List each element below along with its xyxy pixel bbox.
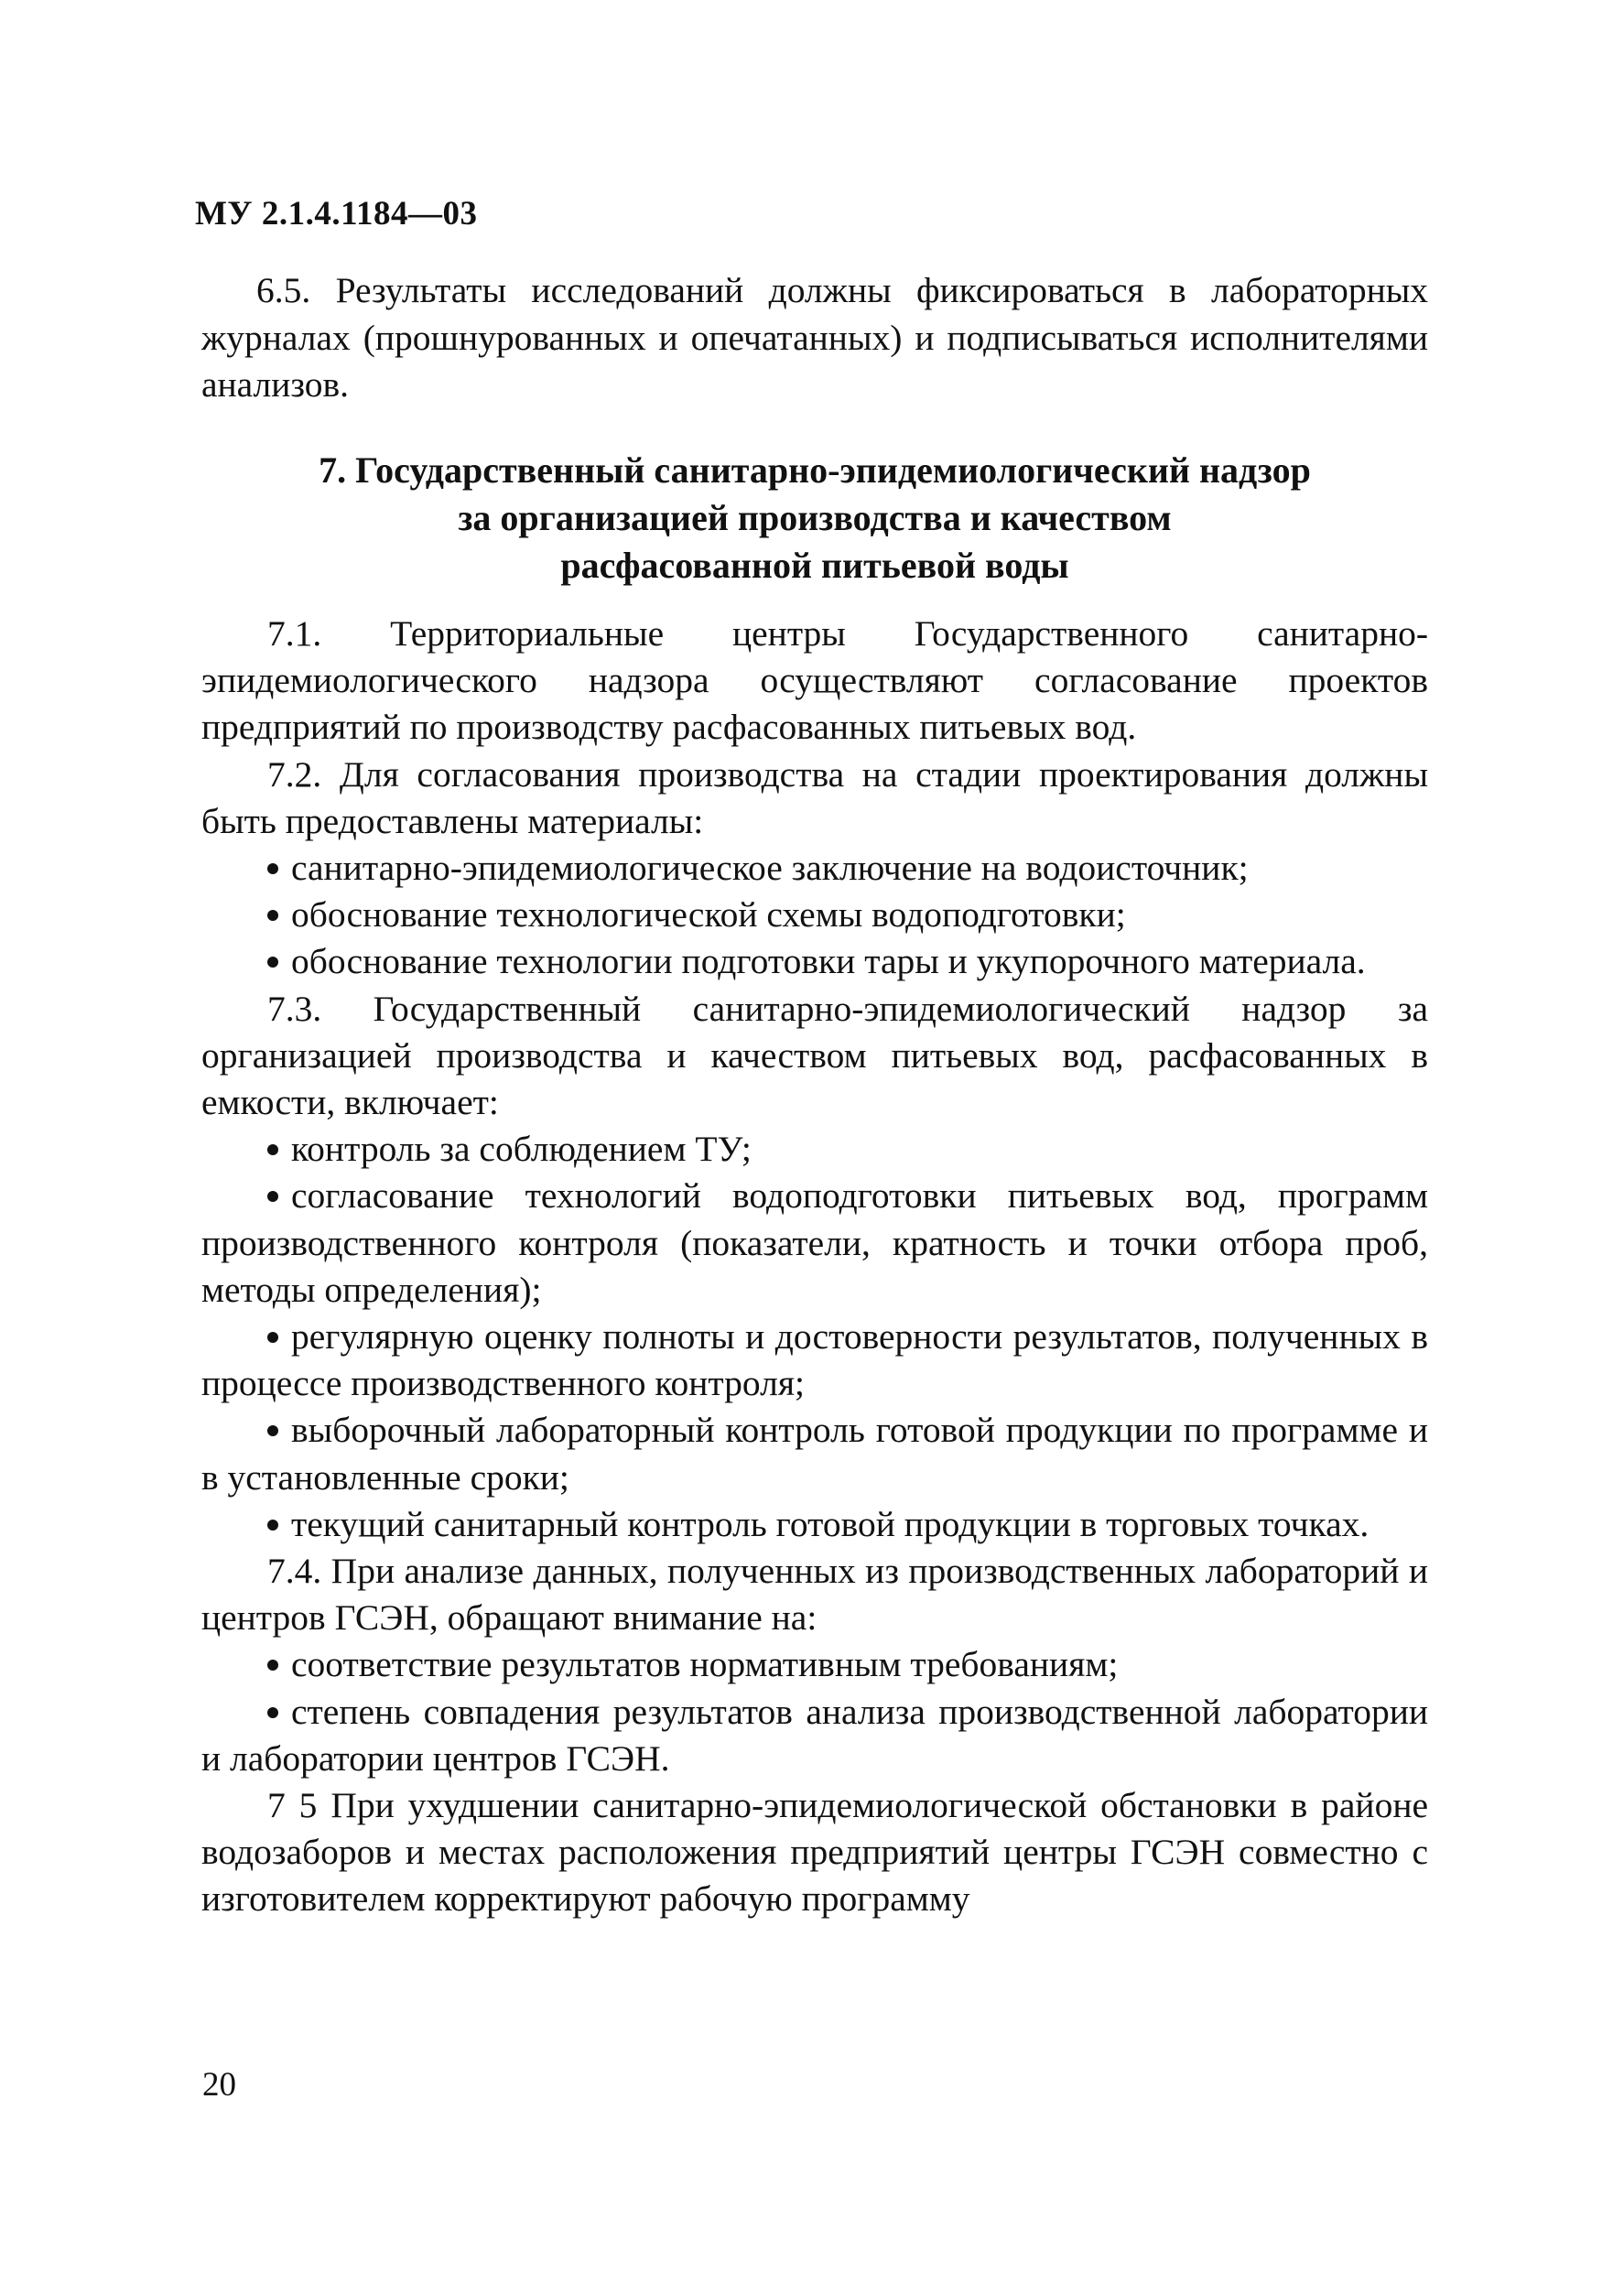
list-item bbox=[201, 1689, 1428, 1782]
list-item-text: обоснование технологической схемы водоподготовки; bbox=[291, 894, 1126, 936]
list-item bbox=[201, 1407, 1428, 1500]
bullet-icon bbox=[267, 1660, 278, 1671]
paragraph-7-5: 7 5 При ухудшении санитарно-эпидемиологической обстановки в районе водозаборов и местах расположения предприятий центры ГСЭН совместно с изготовителем корректируют рабочую программу bbox=[201, 1785, 1428, 1920]
list-item-text: выборочный лабораторный контроль готовой продукции по программе и в установленные сроки; bbox=[201, 1410, 1428, 1498]
list-item bbox=[201, 1641, 1428, 1688]
list-item-text: регулярную оценку полноты и достоверности результатов, полученных в процессе производственного контроля; bbox=[201, 1316, 1428, 1404]
paragraph-6-5: 6.5. Результаты исследований должны фиксироваться в лабораторных журналах (прошнурованных и опечатанных) и подписываться исполнителями анализов. bbox=[201, 270, 1428, 405]
list-item-text: санитарно-эпидемиологическое заключение на водоисточник; bbox=[291, 848, 1249, 889]
list-item bbox=[201, 845, 1428, 892]
list-item bbox=[201, 1126, 1428, 1173]
bullet-icon bbox=[267, 910, 278, 921]
paragraph-7-2: 7.2. Для согласования производства на стадии проектирования должны быть предоставлены материалы: bbox=[201, 753, 1428, 841]
list-item-text: текущий санитарный контроль готовой продукции в торговых точках. bbox=[291, 1503, 1370, 1544]
list-item-text: степень совпадения результатов анализа производственной лаборатории и лаборатории центров ГСЭН. bbox=[201, 1691, 1428, 1779]
page-number: 20 bbox=[202, 2066, 236, 2104]
paragraph-7-1: 7.1. Территориальные центры Государственного санитарно-эпидемиологического надзора осуществляют согласование проектов предприятий по производству расфасованных питьевых вод. bbox=[201, 613, 1428, 748]
section-title-line-1: 7. Государственный санитарно-эпидемиологический надзор bbox=[319, 449, 1311, 491]
bullet-icon bbox=[267, 1332, 278, 1343]
bullet-icon bbox=[267, 1144, 278, 1155]
document-code: МУ 2.1.4.1184—03 bbox=[195, 195, 478, 233]
list-item bbox=[201, 1314, 1428, 1407]
bullet-icon bbox=[267, 957, 278, 968]
bullet-icon bbox=[267, 1425, 278, 1436]
section-title-line-2: за организацией производства и качеством bbox=[458, 497, 1172, 538]
paragraph-7-3: 7.3. Государственный санитарно-эпидемиологический надзор за организацией производства и качеством питьевых вод, расфасованных в емкости, включает: bbox=[201, 988, 1428, 1123]
list-item-text: соответствие результатов нормативным требованиям; bbox=[291, 1644, 1119, 1685]
bullet-icon bbox=[267, 1707, 278, 1718]
list-item bbox=[201, 1501, 1428, 1548]
list-item bbox=[201, 938, 1428, 985]
bullet-icon bbox=[267, 863, 278, 874]
list-item-text: обоснование технологии подготовки тары и укупорочного материала. bbox=[291, 941, 1366, 982]
section-title-line-3: расфасованной питьевой воды bbox=[560, 545, 1069, 586]
list-item bbox=[201, 892, 1428, 938]
list-item bbox=[201, 1173, 1428, 1314]
section-body bbox=[201, 611, 1428, 1923]
bullet-icon bbox=[267, 1191, 278, 1202]
section-title bbox=[201, 447, 1428, 590]
list-item-text: контроль за соблюдением ТУ; bbox=[291, 1129, 752, 1170]
paragraph-7-4: 7.4. При анализе данных, полученных из производственных лабораторий и центров ГСЭН, обращают внимание на: bbox=[201, 1551, 1428, 1639]
bullet-icon bbox=[267, 1520, 278, 1531]
list-item-text: согласование технологий водоподготовки питьевых вод, программ производственного контроля (показатели, кратность и точки отбора проб, методы определения); bbox=[201, 1175, 1428, 1310]
